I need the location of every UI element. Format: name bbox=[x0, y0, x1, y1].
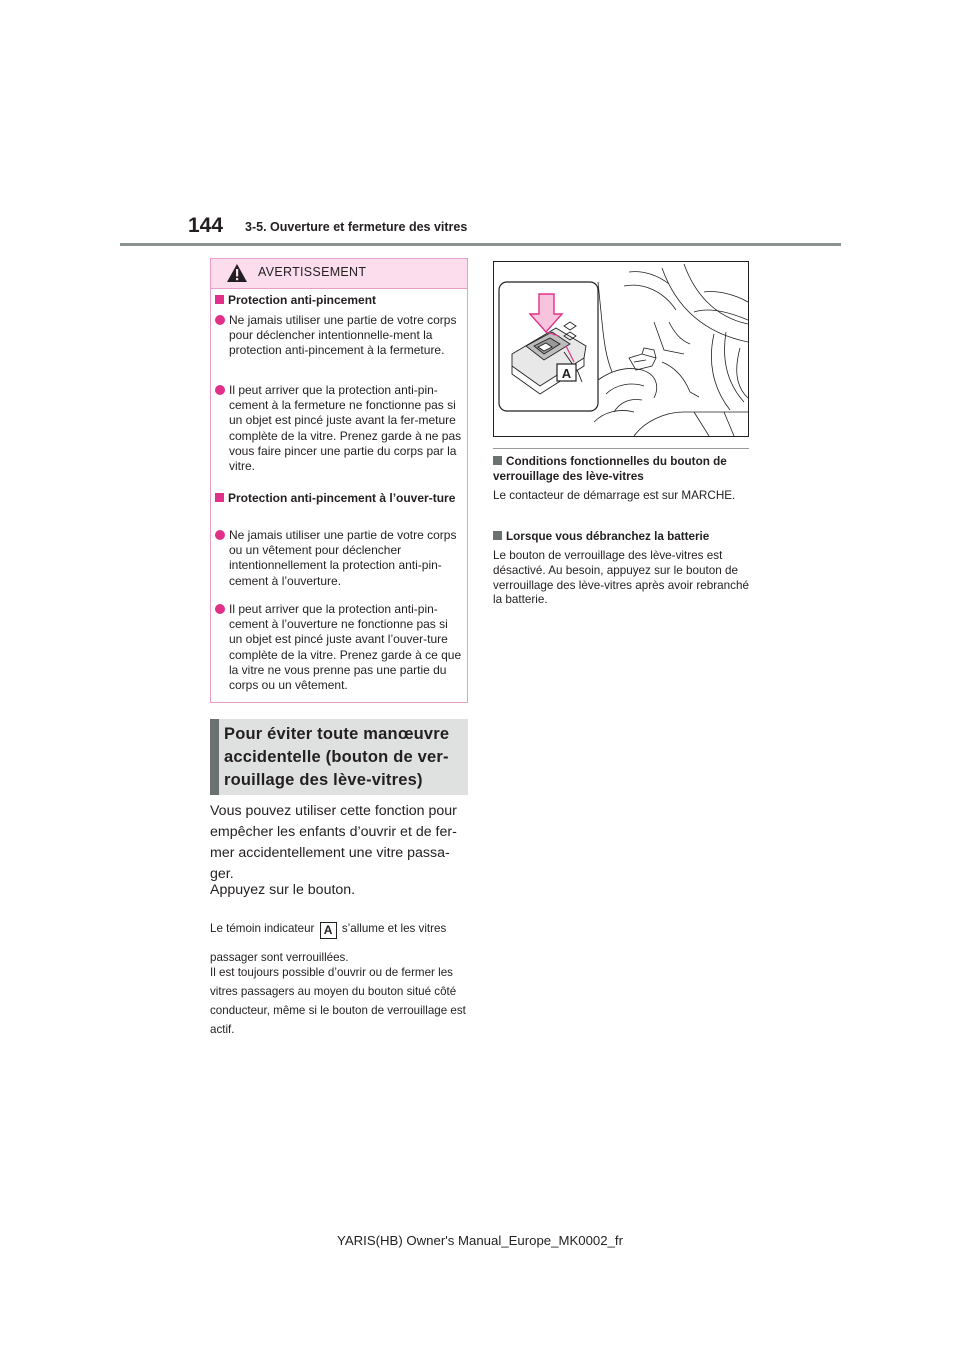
label-a-badge: A bbox=[320, 922, 337, 939]
illustration-divider bbox=[493, 448, 749, 449]
square-bullet-icon bbox=[215, 295, 224, 304]
warning-header bbox=[211, 259, 467, 289]
section-heading bbox=[210, 719, 468, 795]
warning-item-text: Il peut arriver que la protection anti-pin-cement à l’ouverture ne fonctionne pas si un objet est pincé juste avant l’ouver-ture complète de la vitre. Prenez garde à ce que la vitre ne vous prenne pas une partie du corps ou un vêtement. bbox=[229, 602, 462, 693]
window-lock-illustration bbox=[493, 261, 749, 437]
round-bullet-icon bbox=[215, 385, 225, 395]
round-bullet-icon bbox=[215, 604, 225, 614]
conditions-heading-text: Conditions fonctionnelles du bouton de verrouillage des lève-vitres bbox=[493, 455, 727, 483]
page-number: 144 bbox=[188, 214, 224, 237]
battery-heading-text: Lorsque vous débranchez la batterie bbox=[506, 530, 710, 543]
warning-heading-opening bbox=[215, 491, 461, 506]
battery-heading bbox=[493, 530, 751, 545]
square-bullet-icon bbox=[493, 456, 502, 465]
footer-manual-id: YARIS(HB) Owner's Manual_Europe_MK0002_fr bbox=[337, 1233, 623, 1248]
section-heading-text: Pour éviter toute manœuvre accidentelle (bouton de ver-rouillage des lève-vitres) bbox=[224, 725, 450, 789]
warning-item bbox=[229, 602, 463, 693]
body-paragraph: Vous pouvez utiliser cette fonction pour empêcher les enfants d’ouvrir et de fer-mer accidentellement une vitre passa-ger. bbox=[210, 803, 457, 882]
warning-item-text: Ne jamais utiliser une partie de votre corps pour déclencher intentionnelle-ment la protection anti-pincement à la fermeture. bbox=[229, 313, 457, 358]
warning-item bbox=[229, 383, 463, 474]
section-title: 3-5. Ouverture et fermeture des vitres bbox=[245, 220, 468, 234]
warning-item bbox=[229, 313, 463, 359]
note-text: s’allume et les vitres passager sont verrouillées. bbox=[210, 922, 447, 964]
note-text: Le témoin indicateur bbox=[210, 922, 315, 935]
warning-heading-text: Protection anti-pincement bbox=[228, 293, 377, 307]
body-instruction: Appuyez sur le bouton. bbox=[210, 882, 356, 898]
conditions-text: Le contacteur de démarrage est sur MARCHE. bbox=[493, 489, 736, 502]
warning-title: AVERTISSEMENT bbox=[258, 265, 367, 279]
warning-heading-closing bbox=[215, 293, 461, 308]
square-bullet-icon bbox=[215, 493, 224, 502]
conditions-heading bbox=[493, 455, 751, 485]
round-bullet-icon bbox=[215, 315, 225, 325]
callout-a-label: A bbox=[561, 366, 572, 381]
warning-item bbox=[229, 528, 463, 589]
warning-box bbox=[210, 258, 468, 703]
heading-accent-bar bbox=[210, 719, 219, 795]
note-driver: Il est toujours possible d’ouvrir ou de fermer les vitres passagers au moyen du bouton situé côté conducteur, même si le bouton de verrouillage est actif. bbox=[210, 966, 466, 1036]
warning-triangle-icon bbox=[226, 263, 248, 283]
warning-heading-text: Protection anti-pincement à l’ouver-ture bbox=[228, 491, 456, 505]
door-switch-drawing bbox=[494, 262, 748, 436]
warning-item-text: Ne jamais utiliser une partie de votre corps ou un vêtement pour déclencher intentionnellement la protection anti-pin-cement à l’ouverture. bbox=[229, 528, 457, 588]
square-bullet-icon bbox=[493, 531, 502, 540]
warning-item-text: Il peut arriver que la protection anti-pin-cement à la fermeture ne fonctionne pas si un objet est pincé juste avant la fer-meture complète de la vitre. Prenez garde à ne pas vous faire pincer une partie du corps par la vitre. bbox=[229, 383, 462, 474]
round-bullet-icon bbox=[215, 530, 225, 540]
header-divider bbox=[120, 243, 841, 246]
battery-text: Le bouton de verrouillage des lève-vitres est désactivé. Au besoin, appuyez sur le bouton de verrouillage des lève-vitres après avoir rebranché la batterie. bbox=[493, 549, 749, 607]
